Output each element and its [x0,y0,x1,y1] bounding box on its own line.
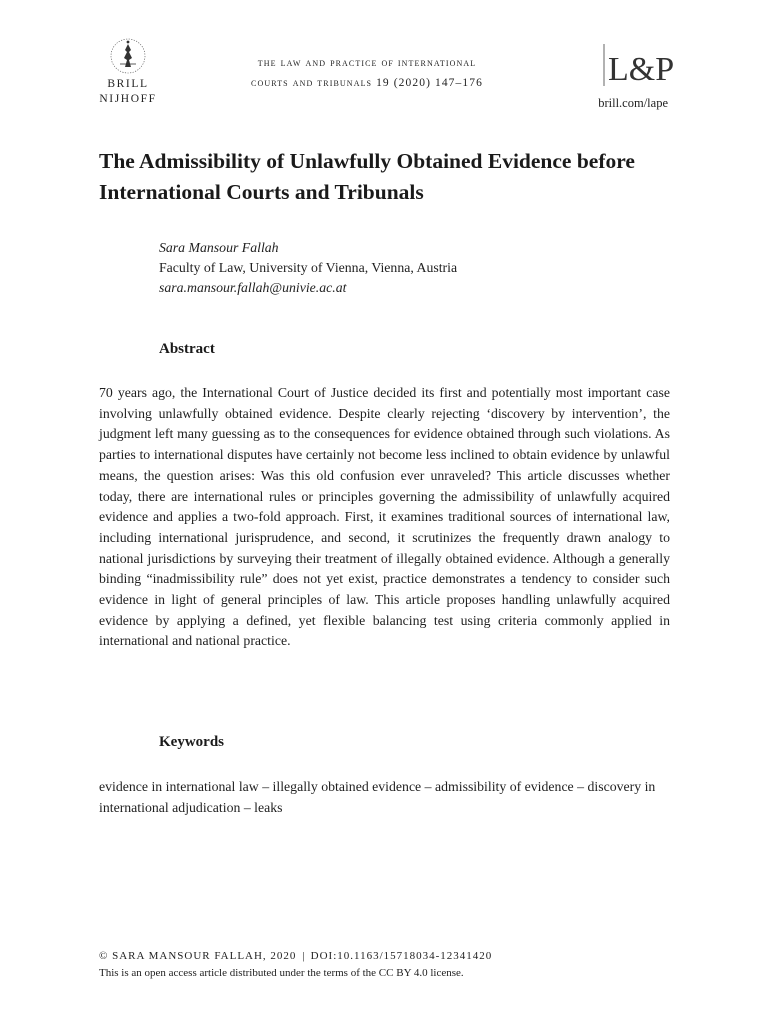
author-block [159,238,457,298]
doi-link[interactable]: DOI:10.1163/15718034-12341420 [310,950,493,962]
brill-seal-icon [105,36,151,76]
journal-logo [602,42,675,88]
author-affiliation: Faculty of Law, University of Vienna, Vienna, Austria [159,260,458,275]
author-email[interactable]: sara.mansour.fallah@univie.ac.at [159,280,347,295]
keywords-text: evidence in international law – illegally obtained evidence – admissibility of evidence – discovery in international adjudication – leaks [99,779,656,815]
article-title: The Admissibility of Unlawfully Obtained Evidence before International Courts and Tribunals [99,149,635,204]
abstract-text: 70 years ago, the International Court of Justice decided its first and potentially most important case involving unlawfully obtained evidence. Despite clearly rejecting ‘discovery by intervention’, the judgment left many guessing as to the consequences for evidence obtained through such violations. As parties to international disputes have certainly not become less inclined to obtain evidence by unlawful means, the question arises: Was this old confusion ever unraveled? This article discusses whether today, there are international rules or principles governing the admissibility of unlawfully acquired evidence and applies a two-fold approach. First, it examines traditional sources of international law, including international jurisprudence, and second, it scrutinizes the frequently drawn analogy to national jurisdictions by surveying their treatment of illegally obtained evidence. Although a generally binding “inadmissibility rule” does not yet exist, practice demonstrates a tendency to consider such evidence in light of general principles of law. This article proposes handling unlawfully acquired evidence by applying a defined, yet flexible balancing test using criteria commonly applied in international and national practice. [99,385,670,649]
license-notice: This is an open access article distributed under the terms of the CC BY 4.0 license. [99,967,464,979]
journal-name-line: the law and practice of international [257,57,477,69]
abstract-heading: Abstract [159,341,215,357]
journal-volume-line: courts and tribunals 19 (2020) 147–176 [251,77,483,89]
page-footer [99,948,679,982]
publisher-logo [96,36,160,106]
lp-monogram-icon [602,42,675,88]
lp-monogram-text: L&P [608,51,675,88]
footer-line-copyright [99,948,679,965]
author-name: Sara Mansour Fallah [159,240,279,255]
copyright-notice: © SARA MANSOUR FALLAH, 2020 [99,950,297,962]
publisher-name-brill: BRILL [107,78,149,90]
journal-citation [200,53,534,93]
journal-url[interactable]: brill.com/lape [598,96,668,110]
publisher-name-nijhoff: NIJHOFF [99,93,157,105]
keywords-heading: Keywords [159,734,224,750]
footer-separator: | [302,950,305,962]
